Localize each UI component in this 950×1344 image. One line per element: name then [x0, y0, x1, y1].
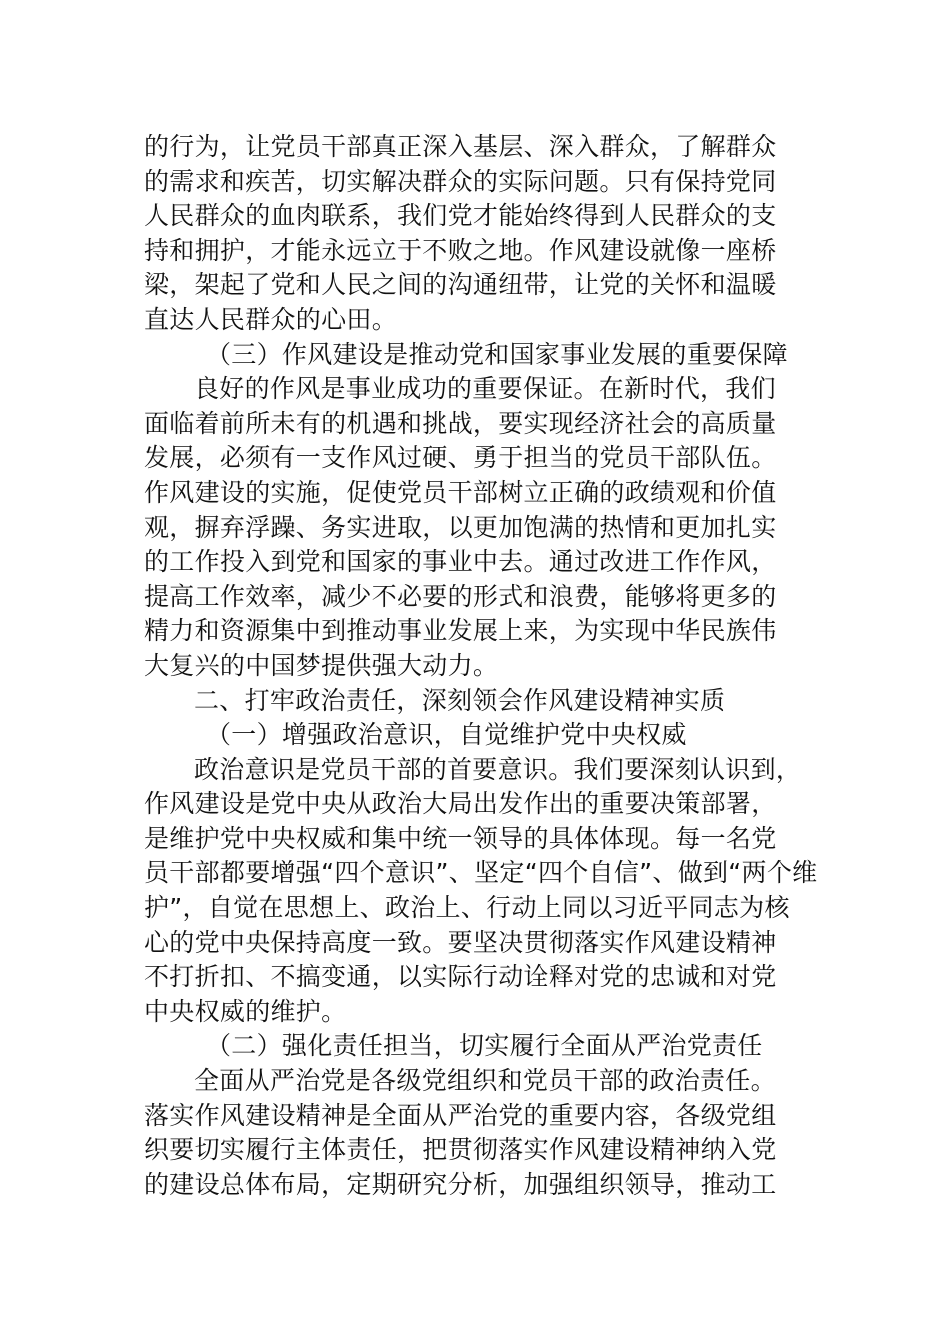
text-line: 直达人民群众的心田。	[144, 304, 398, 334]
text-line: 的需求和疾苦，切实解决群众的实际问题。只有保持党同	[144, 166, 777, 196]
text-line: 是维护党中央权威和集中统一领导的具体体现。每一名党	[144, 823, 777, 853]
text-line: 作风建设是党中央从政治大局出发作出的重要决策部署，	[144, 789, 777, 819]
text-line: 的行为，让党员干部真正深入基层、深入群众，了解群众	[144, 132, 777, 161]
section-heading-2-2: （二）强化责任担当，切实履行全面从严治党责任	[206, 1031, 763, 1061]
text-line: 发展，必须有一支作风过硬、勇于担当的党员干部队伍。	[144, 443, 777, 473]
section-heading-3: （三）作风建设是推动党和国家事业发展的重要保障	[206, 339, 788, 369]
text-line: 梁，架起了党和人民之间的沟通纽带，让党的关怀和温暖	[144, 270, 777, 300]
text-line: 心的党中央保持高度一致。要坚决贯彻落实作风建设精神	[144, 927, 777, 957]
text-line: 提高工作效率，减少不必要的形式和浪费，能够将更多的	[144, 581, 777, 611]
text-line: 的工作投入到党和国家的事业中去。通过改进工作作风，	[144, 547, 777, 577]
text-line: 观，摒弃浮躁、务实进取，以更加饱满的热情和更加扎实	[144, 512, 777, 542]
paragraph-start: 良好的作风是事业成功的重要保证。在新时代，我们	[194, 374, 776, 404]
text-line: 精力和资源集中到推动事业发展上来，为实现中华民族伟	[144, 616, 777, 646]
text-line: 落实作风建设精神是全面从严治党的重要内容，各级党组	[144, 1100, 777, 1130]
text-line: 面临着前所未有的机遇和挑战，要实现经济社会的高质量	[144, 408, 777, 438]
paragraph-start: 政治意识是党员干部的首要意识。我们要深刻认识到，	[194, 754, 802, 784]
text-line: 人民群众的血肉联系，我们党才能始终得到人民群众的支	[144, 201, 777, 231]
text-line: 的建设总体布局，定期研究分析，加强组织领导，推动工	[144, 1169, 777, 1199]
text-line: 作风建设的实施，促使党员干部树立正确的政绩观和价值	[144, 477, 777, 507]
paragraph-start: 全面从严治党是各级党组织和党员干部的政治责任。	[194, 1066, 776, 1096]
document-body	[144, 130, 844, 1202]
text-line: 护”，自觉在思想上、政治上、行动上同以习近平同志为核	[144, 893, 790, 923]
text-line: 大复兴的中国梦提供强大动力。	[144, 650, 499, 680]
section-heading-2: 二、打牢政治责任，深刻领会作风建设精神实质	[194, 685, 726, 715]
section-heading-2-1: （一）增强政治意识，自觉维护党中央权威	[206, 720, 687, 750]
text-line: 持和拥护，才能永远立于不败之地。作风建设就像一座桥	[144, 235, 777, 265]
text-line: 不打折扣、不搞变通，以实际行动诠释对党的忠诚和对党	[144, 962, 777, 992]
text-line: 中央权威的维护。	[144, 996, 347, 1026]
text-line: 员干部都要增强“四个意识”、坚定“四个自信”、做到“两个维	[144, 858, 818, 888]
text-line: 织要切实履行主体责任，把贯彻落实作风建设精神纳入党	[144, 1135, 777, 1165]
